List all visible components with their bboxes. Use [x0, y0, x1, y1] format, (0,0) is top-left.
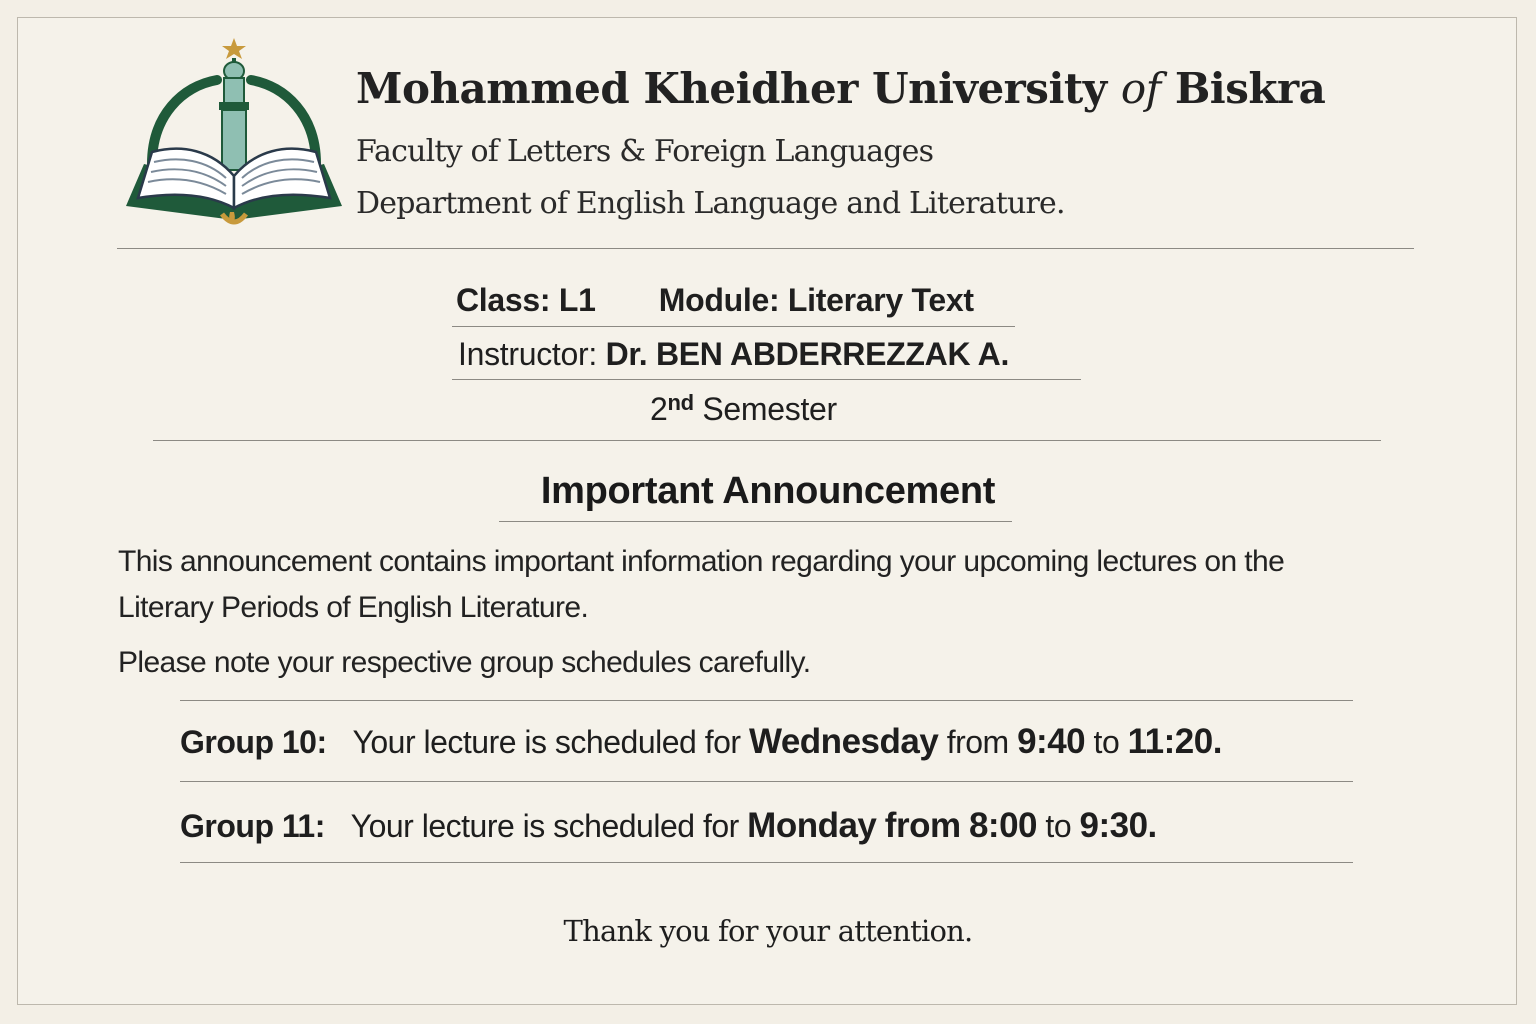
announcement-paragraph-line-1: This announcement contains important information regarding your upcoming lectures on the [118, 545, 1285, 578]
schedule-from: from [946, 724, 1009, 760]
university-city: Biskra [1174, 64, 1326, 113]
instructor-line [458, 336, 1009, 373]
schedule-top-divider [180, 700, 1353, 701]
schedule-bottom-divider [180, 862, 1353, 863]
semester-number: 2 [650, 391, 668, 427]
semester-line [650, 390, 837, 428]
schedule-text: Your lecture is scheduled for [352, 724, 741, 760]
schedule-start: 8:00 [968, 806, 1038, 845]
schedule-to: to [1045, 808, 1072, 844]
module-label: Module: [658, 282, 780, 318]
announcement-title-underline [499, 521, 1012, 522]
semester-word: Semester [702, 391, 837, 427]
group-label: Group 11: [180, 808, 325, 844]
university-title [356, 64, 1325, 113]
schedule-row [180, 722, 1222, 762]
department-name: Department of English Language and Literature. [356, 186, 1065, 221]
schedule-day: Wednesday [748, 722, 939, 761]
schedule-to: to [1093, 724, 1120, 760]
schedule-from: from [884, 806, 961, 845]
class-label: Class: [456, 282, 551, 318]
university-of-word: of [1120, 64, 1161, 113]
schedule-start: 9:40 [1017, 722, 1086, 761]
class-underline [452, 326, 1015, 327]
schedule-day: Monday [747, 806, 877, 845]
university-name-part: Mohammed Kheidher University [356, 64, 1107, 113]
instructor-underline [452, 379, 1081, 380]
instructor-value: Dr. BEN ABDERREZZAK A. [605, 336, 1010, 372]
schedule-note: Please note your respective group schedules carefully. [118, 646, 811, 679]
group-label: Group 10: [180, 724, 327, 760]
announcement-paragraph-line-2: Literary Periods of English Literature. [118, 591, 589, 624]
course-divider [153, 440, 1381, 441]
schedule-text: Your lecture is scheduled for [350, 808, 739, 844]
header-divider [117, 248, 1414, 249]
instructor-label: Instructor: [458, 336, 597, 372]
schedule-row [180, 806, 1157, 846]
announcement-title: Important Announcement [540, 470, 996, 512]
class-value: L1 [558, 282, 596, 318]
schedule-end: 9:30. [1079, 806, 1157, 845]
schedule-end: 11:20. [1127, 722, 1222, 761]
closing-text: Thank you for your attention. [563, 914, 973, 948]
semester-ordinal: nd [667, 390, 694, 415]
class-module-line [456, 282, 974, 319]
faculty-name: Faculty of Letters & Foreign Languages [356, 134, 934, 169]
module-value: Literary Text [787, 282, 974, 318]
schedule-divider [180, 781, 1353, 782]
book-minaret-logo-icon [122, 36, 346, 232]
